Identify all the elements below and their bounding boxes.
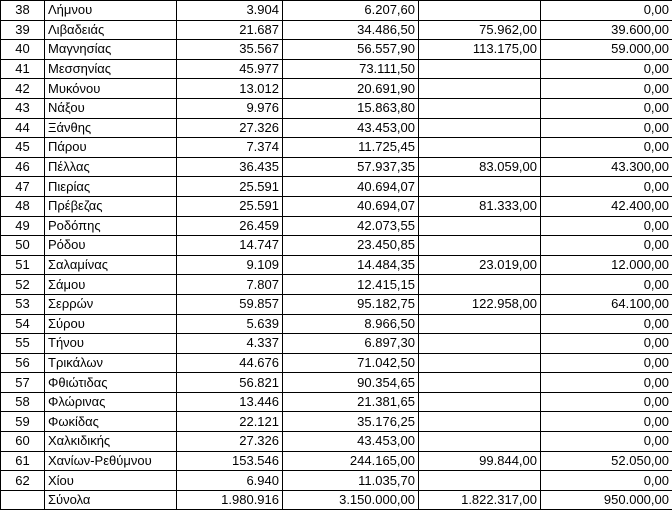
amount-cell: 43.300,00 [541,157,672,177]
table-row [1,275,672,295]
amount-cell: 12.415,15 [283,275,419,295]
amount-cell: 40.694,07 [283,177,419,197]
value-cell: 9.976 [177,98,283,118]
amount-cell: 43.453,00 [283,118,419,138]
totals-cell: 3.150.000,00 [283,490,419,510]
amount-cell: 0,00 [541,216,672,236]
amount-cell: 52.050,00 [541,451,672,471]
table-row [1,314,672,334]
row-number-cell: 52 [1,275,45,295]
row-number-cell: 43 [1,98,45,118]
table-row [1,412,672,432]
amount-cell: 6.207,60 [283,1,419,21]
table-row [1,236,672,256]
value-cell: 45.977 [177,59,283,79]
totals-cell: 950.000,00 [541,490,672,510]
row-number-cell: 59 [1,412,45,432]
row-number-cell: 60 [1,432,45,452]
amount-cell [419,275,541,295]
amount-cell: 42.400,00 [541,196,672,216]
table-row [1,59,672,79]
totals-row [1,490,672,510]
value-cell: 7.807 [177,275,283,295]
amount-cell: 40.694,07 [283,196,419,216]
value-cell: 25.591 [177,196,283,216]
amount-cell: 20.691,90 [283,79,419,99]
value-cell: 25.591 [177,177,283,197]
amount-cell [419,118,541,138]
region-name-cell: Φλώρινας [45,392,177,412]
amount-cell: 23.450,85 [283,236,419,256]
amount-cell: 122.958,00 [419,294,541,314]
row-number-cell: 54 [1,314,45,334]
value-cell: 59.857 [177,294,283,314]
table-row [1,353,672,373]
row-number-cell: 40 [1,40,45,60]
table-body [1,1,672,510]
amount-cell [419,177,541,197]
region-name-cell: Σάμου [45,275,177,295]
amount-cell [419,79,541,99]
amount-cell: 81.333,00 [419,196,541,216]
row-number-cell: 41 [1,59,45,79]
table-row [1,40,672,60]
amount-cell: 0,00 [541,79,672,99]
value-cell: 14.747 [177,236,283,256]
value-cell: 13.012 [177,79,283,99]
amount-cell: 71.042,50 [283,353,419,373]
amount-cell: 64.100,00 [541,294,672,314]
amount-cell: 0,00 [541,471,672,491]
amount-cell: 75.962,00 [419,20,541,40]
amount-cell: 0,00 [541,236,672,256]
amount-cell [419,373,541,393]
value-cell: 9.109 [177,255,283,275]
amount-cell: 15.863,80 [283,98,419,118]
row-number-cell: 57 [1,373,45,393]
table-row [1,118,672,138]
region-name-cell: Μεσσηνίας [45,59,177,79]
value-cell: 6.940 [177,471,283,491]
region-name-cell: Μαγνησίας [45,40,177,60]
amount-cell [419,392,541,412]
row-number-cell: 55 [1,334,45,354]
table-row [1,255,672,275]
table-row [1,177,672,197]
region-name-cell: Χανίων-Ρεθύμνου [45,451,177,471]
table-row [1,79,672,99]
amount-cell: 99.844,00 [419,451,541,471]
amount-cell [419,353,541,373]
amount-cell: 0,00 [541,275,672,295]
amount-cell: 0,00 [541,177,672,197]
table-row [1,294,672,314]
table-row [1,1,672,21]
amount-cell: 0,00 [541,1,672,21]
totals-label-cell: Σύνολα [45,490,177,510]
amount-cell [419,59,541,79]
amount-cell: 113.175,00 [419,40,541,60]
amount-cell: 11.035,70 [283,471,419,491]
region-name-cell: Ρόδου [45,236,177,256]
amount-cell: 0,00 [541,334,672,354]
value-cell: 21.687 [177,20,283,40]
value-cell: 27.326 [177,432,283,452]
region-name-cell: Σαλαμίνας [45,255,177,275]
region-name-cell: Λιβαδειάς [45,20,177,40]
region-name-cell: Ροδόπης [45,216,177,236]
region-name-cell: Χίου [45,471,177,491]
value-cell: 35.567 [177,40,283,60]
value-cell: 5.639 [177,314,283,334]
amount-cell: 0,00 [541,392,672,412]
amount-cell [419,432,541,452]
amount-cell: 43.453,00 [283,432,419,452]
value-cell: 44.676 [177,353,283,373]
table-row [1,334,672,354]
row-number-cell: 46 [1,157,45,177]
row-number-cell: 49 [1,216,45,236]
row-number-cell: 45 [1,138,45,158]
amount-cell: 21.381,65 [283,392,419,412]
amount-cell: 57.937,35 [283,157,419,177]
amount-cell: 0,00 [541,412,672,432]
amount-cell: 34.486,50 [283,20,419,40]
amount-cell [419,216,541,236]
row-number-cell: 50 [1,236,45,256]
table-row [1,373,672,393]
row-number-cell: 39 [1,20,45,40]
totals-cell: 1.822.317,00 [419,490,541,510]
region-name-cell: Μυκόνου [45,79,177,99]
amount-cell [419,98,541,118]
table-row [1,98,672,118]
value-cell: 22.121 [177,412,283,432]
table-row [1,432,672,452]
region-name-cell: Πιερίας [45,177,177,197]
amount-cell: 90.354,65 [283,373,419,393]
amount-cell [419,138,541,158]
region-name-cell: Σερρών [45,294,177,314]
value-cell: 56.821 [177,373,283,393]
amount-cell [419,1,541,21]
amount-cell: 59.000,00 [541,40,672,60]
amount-cell: 0,00 [541,432,672,452]
region-name-cell: Σύρου [45,314,177,334]
row-number-cell: 38 [1,1,45,21]
amount-cell: 0,00 [541,118,672,138]
amount-cell: 0,00 [541,373,672,393]
amount-cell: 39.600,00 [541,20,672,40]
region-name-cell: Πάρου [45,138,177,158]
table-row [1,471,672,491]
row-number-cell: 61 [1,451,45,471]
row-number-cell: 51 [1,255,45,275]
region-name-cell: Λήμνου [45,1,177,21]
value-cell: 3.904 [177,1,283,21]
row-number-cell: 53 [1,294,45,314]
amount-cell: 56.557,90 [283,40,419,60]
row-number-cell: 44 [1,118,45,138]
value-cell: 27.326 [177,118,283,138]
row-number-cell: 62 [1,471,45,491]
value-cell: 26.459 [177,216,283,236]
region-name-cell: Πρέβεζας [45,196,177,216]
amount-cell: 83.059,00 [419,157,541,177]
region-name-cell: Τρικάλων [45,353,177,373]
table-row [1,451,672,471]
region-name-cell: Νάξου [45,98,177,118]
table-row [1,392,672,412]
amount-cell: 12.000,00 [541,255,672,275]
amount-cell: 0,00 [541,98,672,118]
amount-cell: 0,00 [541,138,672,158]
amount-cell: 42.073,55 [283,216,419,236]
region-name-cell: Ξάνθης [45,118,177,138]
table-row [1,20,672,40]
amount-cell [419,412,541,432]
amount-cell: 35.176,25 [283,412,419,432]
value-cell: 7.374 [177,138,283,158]
table-row [1,196,672,216]
table-row [1,216,672,236]
amount-cell: 11.725,45 [283,138,419,158]
row-number-cell: 56 [1,353,45,373]
amount-cell [419,314,541,334]
amount-cell: 0,00 [541,314,672,334]
amount-cell: 95.182,75 [283,294,419,314]
value-cell: 13.446 [177,392,283,412]
row-number-cell: 48 [1,196,45,216]
amount-cell: 0,00 [541,353,672,373]
amount-cell: 8.966,50 [283,314,419,334]
amount-cell [419,471,541,491]
value-cell: 36.435 [177,157,283,177]
region-name-cell: Φθιώτιδας [45,373,177,393]
table-row [1,138,672,158]
amount-cell [419,236,541,256]
amount-cell: 6.897,30 [283,334,419,354]
row-number-cell: 58 [1,392,45,412]
totals-cell: 1.980.916 [177,490,283,510]
row-number-cell: 42 [1,79,45,99]
amount-cell: 73.111,50 [283,59,419,79]
region-name-cell: Φωκίδας [45,412,177,432]
row-number-cell: 47 [1,177,45,197]
table-row [1,157,672,177]
amount-cell: 23.019,00 [419,255,541,275]
amount-cell: 14.484,35 [283,255,419,275]
totals-cell [1,490,45,510]
value-cell: 153.546 [177,451,283,471]
amount-cell: 0,00 [541,59,672,79]
region-name-cell: Τήνου [45,334,177,354]
amount-cell [419,334,541,354]
region-name-cell: Πέλλας [45,157,177,177]
amount-cell: 244.165,00 [283,451,419,471]
region-name-cell: Χαλκιδικής [45,432,177,452]
value-cell: 4.337 [177,334,283,354]
